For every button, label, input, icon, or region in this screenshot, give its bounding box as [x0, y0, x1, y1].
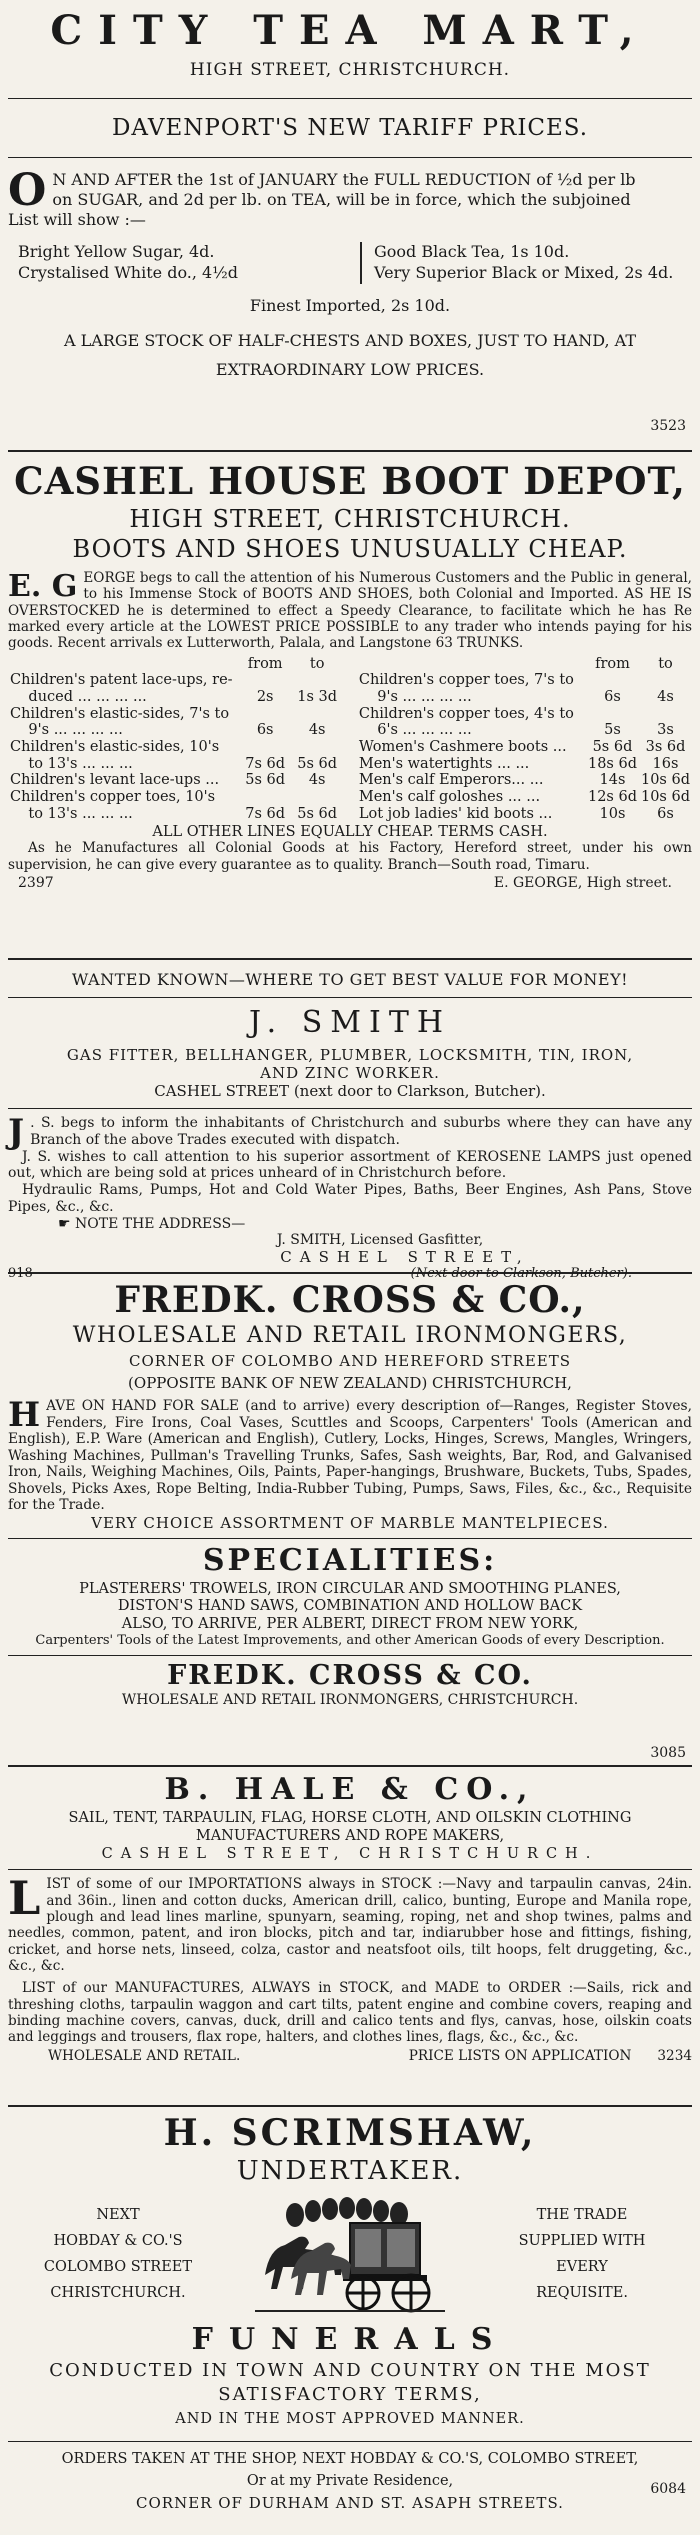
price-item: Lot job ladies' kid boots ... — [358, 805, 553, 822]
price-to — [291, 739, 343, 756]
price-list-left — [8, 242, 348, 284]
price-to: 3s — [657, 722, 674, 739]
ad-title: CITY TEA MART, — [50, 7, 650, 54]
cashel-boot-depot-ad — [8, 452, 692, 960]
ad-title: CASHEL HOUSE BOOT DEPOT, — [14, 459, 686, 503]
scrimshaw-ad — [8, 2107, 692, 2533]
right-line: REQUISITE. — [536, 2285, 628, 2301]
ad-title: FREDK. CROSS & CO., — [114, 1279, 586, 1321]
drop-cap: L — [8, 1871, 41, 1926]
ad-subtitle: UNDERTAKER. — [236, 2156, 464, 2186]
price-to: 5s 6d — [297, 805, 338, 822]
intro-paragraph — [8, 165, 692, 230]
ad-subtitle: DAVENPORT'S NEW TARIFF PRICES. — [111, 115, 589, 141]
specialities-heading: SPECIALITIES: — [202, 1542, 498, 1578]
price-item: Good Black Tea, 1s 10d. — [374, 242, 570, 261]
price-to: 10s 6d — [640, 772, 690, 789]
ad-reference: 3085 — [650, 1745, 686, 1761]
price-item: Bright Yellow Sugar, 4d. — [18, 242, 215, 261]
price-item: Very Superior Black or Mixed, 2s 4d. — [374, 262, 674, 282]
drop-cap: E. G — [8, 569, 78, 604]
col-header: to — [658, 655, 673, 672]
intro-line: List will show :— — [8, 210, 146, 229]
price-row — [357, 772, 692, 789]
price-from: 7s 6d — [245, 805, 286, 822]
ad-reference: 918 — [8, 1265, 33, 1281]
terms-line: AND IN THE MOST APPROVED MANNER. — [175, 2411, 525, 2427]
ad-reference: 2397 — [18, 874, 54, 891]
price-item: Crystalised White do., 4½d — [18, 262, 238, 282]
price-item: Children's patent lace-ups, re- — [10, 672, 233, 689]
price-item: Men's watertights ... ... — [358, 755, 530, 772]
speciality-line: Carpenters' Tools of the Latest Improvements, and other American Goods of every Description. — [35, 1633, 665, 1648]
ad-title: B. HALE & CO., — [164, 1772, 536, 1807]
footer-line: ALL OTHER LINES EQUALLY CHEAP. TERMS CASH. — [152, 824, 548, 841]
j-smith-ad — [8, 960, 692, 1281]
price-table-right — [357, 656, 692, 823]
stock-line: A LARGE STOCK OF HALF-CHESTS AND BOXES, JUST TO HAND, AT — [64, 330, 636, 350]
signature: J. SMITH, Licensed Gasfitter, — [276, 1231, 484, 1248]
left-line: NEXT — [96, 2207, 140, 2223]
price-item: Children's elastic-sides, 10's — [10, 738, 220, 755]
right-line: EVERY — [556, 2259, 608, 2275]
speciality-line: ALSO, TO ARRIVE, PER ALBERT, DIRECT FROM NEW YORK, — [121, 1615, 579, 1632]
price-item: to 13's ... ... ... — [10, 805, 133, 822]
intro-line: on SUGAR, and 2d per lb. on TEA, will be in force, which the subjoined — [52, 190, 631, 209]
ad-subtitle: SAIL, TENT, TARPAULIN, FLAG, HORSE CLOTH, AND OILSKIN CLOTHING — [68, 1810, 632, 1826]
footer-left: WHOLESALE AND RETAIL. — [48, 2047, 241, 2064]
signature: E. GEORGE, High street. — [493, 874, 672, 891]
body-text: IST of some of our IMPORTATIONS always in STOCK :—Navy and tarpaulin canvas, 24in. and 36in., linen and cotton ducks, American drill, calico, bunting, Europe and Manila rope, plough and lead lines marline, spunyarn, seaming, roping, net and shop twines, palms and needles, common, patent, and iron blocks, pitch and tar, indiarubber hose and fittings, fishing, cricket, and horse nets, linseed, colza, castor and neatsfoot oils, tilt hoops, felt druggeting, &c., &c., &c. — [8, 1876, 692, 1974]
price-to — [639, 672, 692, 689]
price-from: 5s 6d — [592, 738, 633, 755]
price-to: 5s 6d — [297, 755, 338, 772]
price-table-left — [8, 656, 343, 823]
body-paragraph — [8, 1395, 692, 1514]
price-to — [291, 706, 343, 723]
right-line: THE TRADE — [536, 2207, 628, 2223]
ad-title: H. SCRIMSHAW, — [163, 2112, 537, 2154]
ad-title: J. SMITH — [248, 1005, 452, 1040]
price-from: 6s — [256, 722, 274, 739]
price-from: 5s — [604, 722, 621, 739]
ad-subtitle: CORNER OF COLOMBO AND HEREFORD STREETS — [128, 1352, 571, 1370]
col-header: to — [309, 655, 325, 672]
price-to: 10s 6d — [640, 788, 690, 805]
body-text: EORGE begs to call the attention of his Numerous Customers and the Public in general, to his Immense Stock of BOOTS AND SHOES, both Colonial and Imported. AS HE IS OVERSTOCKED he is determined to effect a Speedy Clearance, to facilitate which he has Re marked every article at the LOWEST PRICE POSSIBLE to any trader who intends paying for his goods. Recent arrivals ex Lutterworth, Palala, and Langstone 63 TRUNKS. — [8, 570, 692, 652]
funerals-heading: FUNERALS — [191, 2322, 509, 2357]
price-item: Children's copper toes, 10's — [10, 788, 216, 805]
price-row — [357, 706, 692, 723]
price-to — [639, 706, 692, 723]
price-item: Children's copper toes, 4's to — [358, 705, 574, 722]
ad-reference: 3523 — [650, 418, 686, 434]
left-line: CHRISTCHURCH. — [50, 2285, 186, 2301]
body-paragraph — [8, 1871, 692, 1974]
price-item: 6's ... ... ... ... — [358, 722, 472, 739]
choice-line: VERY CHOICE ASSORTMENT OF MARBLE MANTELPIECES. — [91, 1513, 609, 1532]
price-row — [8, 789, 343, 806]
price-row — [357, 739, 692, 756]
price-from — [239, 739, 291, 756]
right-line: SUPPLIED WITH — [518, 2233, 646, 2249]
drop-cap: O — [8, 165, 47, 216]
left-panel — [8, 2202, 228, 2306]
b-hale-ad — [8, 1767, 692, 2107]
left-line: HOBDAY & CO.'S — [53, 2233, 183, 2249]
ad-subtitle: MANUFACTURERS AND ROPE MAKERS, — [195, 1828, 505, 1845]
orders-line: Or at my Private Residence, — [246, 2473, 454, 2489]
price-row — [357, 789, 692, 806]
price-to: 4s — [308, 772, 326, 789]
price-to: 1s 3d — [297, 688, 338, 705]
body-paragraph — [8, 1112, 692, 1152]
ad-address: HIGH STREET, CHRISTCHURCH. — [129, 505, 571, 533]
body-text: Hydraulic Rams, Pumps, Hot and Cold Water Pipes, Baths, Beer Engines, Ash Pans, Stove Pipes, &c., &c. — [8, 1182, 692, 1215]
price-list-right — [374, 242, 692, 284]
price-from: 14s — [599, 772, 626, 789]
price-row — [8, 739, 343, 756]
speciality-line: DISTON'S HAND SAWS, COMBINATION AND HOLLOW BACK — [117, 1598, 583, 1615]
price-to: 16s — [652, 755, 679, 772]
price-from: 18s 6d — [587, 755, 637, 772]
price-item: to 13's ... ... ... — [10, 755, 133, 772]
price-item: Children's levant lace-ups ... — [10, 772, 220, 789]
finest-price: Finest Imported, 2s 10d. — [249, 295, 451, 315]
price-from — [586, 706, 639, 723]
price-from: 7s 6d — [245, 755, 286, 772]
right-panel — [472, 2202, 692, 2306]
price-from: 6s — [604, 688, 621, 705]
price-from: 2s — [256, 688, 274, 705]
price-row — [357, 689, 692, 706]
footer-right: PRICE LISTS ON APPLICATION — [408, 2047, 632, 2064]
price-to — [291, 672, 343, 689]
price-item: 9's ... ... ... ... — [358, 688, 472, 705]
fredk-cross-ad — [8, 1274, 692, 1767]
price-row — [357, 756, 692, 773]
price-item: duced ... ... ... ... — [10, 688, 147, 705]
price-row — [8, 806, 343, 823]
drop-cap: H — [8, 1395, 41, 1435]
price-from: 12s 6d — [587, 788, 637, 805]
ad-subtitle: WHOLESALE AND RETAIL IRONMONGERS, — [72, 1323, 628, 1348]
price-row — [8, 672, 343, 689]
price-to: 6s — [657, 805, 674, 822]
price-from — [586, 672, 639, 689]
footer-paragraph: As he Manufactures all Colonial Goods at his Factory, Hereford street, under his own supervision, he can give every guarantee as to quality. Branch—South road, Timaru. — [8, 840, 692, 873]
price-row — [357, 722, 692, 739]
price-to: 3s 6d — [645, 738, 686, 755]
price-item: Women's Cashmere boots ... — [358, 738, 567, 755]
col-header: from — [247, 655, 283, 672]
price-row — [357, 806, 692, 823]
price-row — [357, 672, 692, 689]
ad-reference: 6084 — [650, 2481, 686, 2497]
body-text: J. S. wishes to call attention to his superior assortment of KEROSENE LAMPS just opened out, which are being sold at prices unheard of in Christchurch before. — [8, 1148, 692, 1182]
signature: (Next door to Clarkson, Butcher). — [410, 1265, 632, 1281]
price-row — [8, 756, 343, 773]
drop-cap: J — [8, 1112, 25, 1152]
ad-subtitle: BOOTS AND SHOES UNUSUALLY CHEAP. — [72, 535, 628, 563]
body-text: LIST of our MANUFACTURES, ALWAYS in STOCK, and MADE to ORDER :—Sails, rick and threshing cloths, tarpaulin waggon and cart tilts, patent engine and combine covers, reaping and binding machine covers, canvas, duck, drill and calico tents and flys, canvas, hose, oilskin coats and leggings and trousers, flax rope, halters, and clothes lines, flags, &c., &c., &c. — [8, 1980, 692, 2046]
ad-subtitle: (OPPOSITE BANK OF NEW ZEALAND) CHRISTCHURCH, — [128, 1374, 572, 1392]
price-to: 4s — [657, 688, 674, 705]
price-from — [239, 789, 291, 806]
price-row — [8, 722, 343, 739]
speciality-line: PLASTERERS' TROWELS, IRON CIRCULAR AND SMOOTHING PLANES, — [79, 1580, 621, 1597]
price-to: 4s — [308, 722, 326, 739]
note-line: ☛ NOTE THE ADDRESS— — [58, 1215, 246, 1232]
body-text: . S. begs to inform the inhabitants of Christchurch and suburbs where they can have any Branch of the above Trades executed with dispatch. — [30, 1115, 692, 1148]
terms-line: CONDUCTED IN TOWN AND COUNTRY ON THE MOST — [49, 2360, 651, 2381]
price-item: Men's calf goloshes ... ... — [358, 788, 541, 805]
price-from — [239, 672, 291, 689]
ad-reference: 3234 — [657, 2047, 692, 2064]
price-row — [8, 706, 343, 723]
stock-line: EXTRAORDINARY LOW PRICES. — [215, 359, 485, 379]
intro-paragraph — [8, 570, 692, 652]
hearse-engraving — [255, 2193, 445, 2315]
orders-line: CORNER OF DURHAM AND ST. ASAPH STREETS. — [136, 2494, 564, 2512]
price-from: 10s — [599, 805, 626, 822]
price-item: Children's elastic-sides, 7's to — [10, 705, 230, 722]
trades-line: AND ZINC WORKER. — [260, 1064, 440, 1082]
footer-subtitle: WHOLESALE AND RETAIL IRONMONGERS, CHRISTCHURCH. — [121, 1691, 579, 1708]
footer-title: FREDK. CROSS & CO. — [167, 1659, 533, 1691]
price-row — [8, 772, 343, 789]
ad-address: CASHEL STREET (next door to Clarkson, Butcher). — [154, 1082, 546, 1100]
price-row — [8, 689, 343, 706]
price-to — [291, 789, 343, 806]
price-item: Children's copper toes, 7's to — [358, 672, 574, 689]
price-item: 9's ... ... ... ... — [10, 722, 123, 739]
orders-line: ORDERS TAKEN AT THE SHOP, NEXT HOBDAY & CO.'S, COLOMBO STREET, — [61, 2451, 639, 2467]
left-line: COLOMBO STREET — [43, 2259, 193, 2275]
col-header: from — [595, 655, 630, 672]
body-text: AVE ON HAND FOR SALE (and to arrive) every description of—Ranges, Register Stoves, Fenders, Fire Irons, Coal Vases, Scuttles and Scoops, Carpenters' Tools (American and English), E.P. Ware (American and English), Cutlery, Locks, Hinges, Screws, Mangles, Wringers, Washing Machines, Pullman's Travelling Trunks, Safes, Sash weights, Bar, Rod, and Galvanised Iron, Nails, Weighing Machines, Oils, Paints, Paper-hangings, Brushware, Buckets, Tubs, Spades, Shovels, Picks Axes, Rope Belting, India-Rubber Tubing, Pumps, Saws, Files, &c., &c., Requisite for the Trade. — [8, 1398, 692, 1514]
ad-address: CASHEL STREET, CHRISTCHURCH. — [101, 1846, 599, 1863]
ad-address: HIGH STREET, CHRISTCHURCH. — [189, 60, 511, 80]
price-item: Men's calf Emperors... ... — [358, 772, 544, 789]
wanted-line: WANTED KNOWN—WHERE TO GET BEST VALUE FOR MONEY! — [71, 970, 629, 989]
price-from: 5s 6d — [245, 772, 286, 789]
price-from — [239, 706, 291, 723]
signature: CASHEL STREET, — [280, 1247, 530, 1266]
intro-line: N AND AFTER the 1st of JANUARY the FULL REDUCTION of ½d per lb — [52, 170, 636, 189]
city-tea-mart-ad — [8, 0, 692, 452]
terms-line: SATISFACTORY TERMS, — [218, 2384, 482, 2405]
trades-line: GAS FITTER, BELLHANGER, PLUMBER, LOCKSMITH, TIN, IRON, — [66, 1046, 634, 1064]
